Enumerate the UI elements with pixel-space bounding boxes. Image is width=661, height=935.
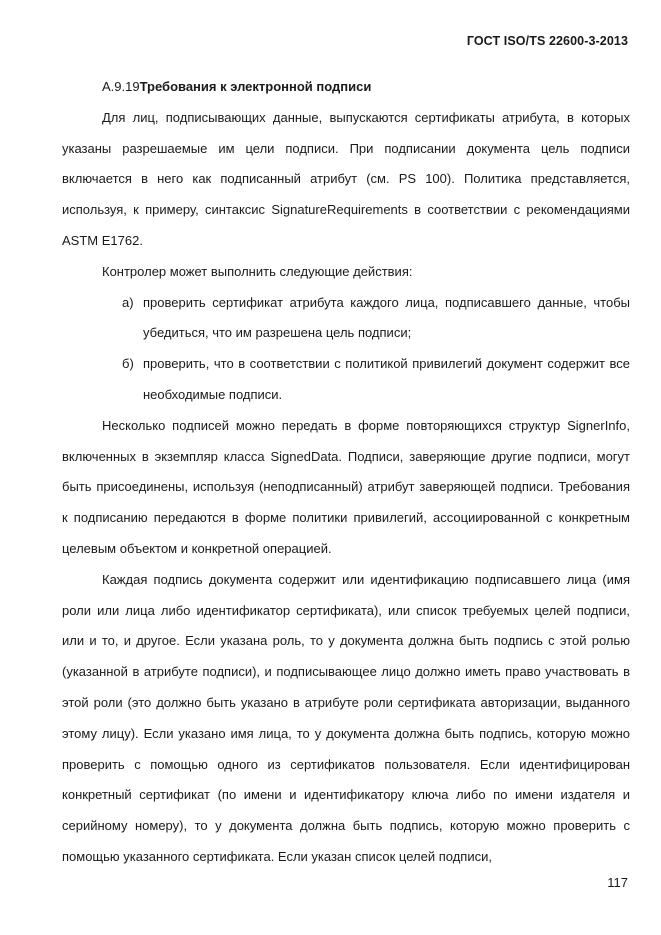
list-item	[62, 349, 630, 411]
section-title: Требования к электронной подписи	[139, 79, 372, 94]
list-item-text: проверить, что в соответствии с политикой привилегий документ содержит все необходимые подписи.	[143, 356, 630, 402]
section-number: A.9.19	[102, 79, 140, 94]
paragraph: Каждая подпись документа содержит или идентификацию подписавшего лица (имя роли или лица либо идентификатор сертификата), или список требуемых целей подписи, или и то, и другое. Если указана роль, то у документа должна быть подпись с этой ролью (указанной в атрибуте подписи), и подписывающее лицо должно иметь право участвовать в этой роли (это должно быть указано в атрибуте роли сертификата авторизации, выданного этому лицу). Если указано имя лица, то у документа должна быть подпись, которую можно проверить с помощью одного из сертификатов пользователя. Если идентифицирован конкретный сертификат (по имени и идентификатору ключа либо по имени издателя и серийному номеру), то у документа должна быть подпись, которую можно проверить с помощью указанного сертификата. Если указан список целей подписи,	[62, 571, 630, 864]
paragraph: Контролер может выполнить следующие действия:	[102, 263, 413, 279]
list-item	[62, 288, 630, 350]
list-marker: б)	[122, 356, 134, 372]
page-number: 117	[607, 875, 628, 890]
document-header: ГОСТ ISO/TS 22600-3-2013	[466, 34, 628, 48]
paragraph: Для лиц, подписывающих данные, выпускаются сертификаты атрибута, в которых указаны разрешаемые им цели подписи. При подписании документа цель подписи включается в него как подписанный атрибут (см. PS 100). Политика представляется, используя, к примеру, синтаксис SignatureRequirements в соответствии с рекомендациями ASTM E1762.	[62, 109, 630, 248]
document-body	[62, 72, 630, 873]
list-item-text: проверить сертификат атрибута каждого лица, подписавшего данные, чтобы убедиться, что им разрешена цель подписи;	[143, 294, 630, 341]
section-heading	[62, 72, 630, 103]
paragraph: Несколько подписей можно передать в форме повторяющихся структур SignerInfo, включенных в экземпляр класса SignedData. Подписи, заверяющие другие подписи, могут быть присоединены, используя (неподписанный) атрибут заверяющей подписи. Требования к подписанию передаются в форме политики привилегий, ассоциированной с конкретным целевым объектом и конкретной операцией.	[62, 417, 630, 556]
list-marker: а)	[122, 294, 134, 310]
action-list	[62, 288, 630, 411]
